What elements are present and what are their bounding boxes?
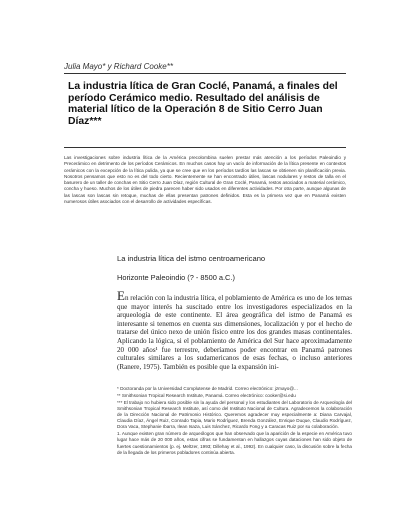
subsection-heading: Horizonte Paleoindio (? - 8500 a.C.)	[117, 273, 235, 282]
footnote: *** El trabajo no hubiera sido posible sin la ayuda del personal y los estudiantes del Laboratorio de Arqueología del Smithsonian Tropical Research Institute, así como del Instituto Nacional de Cultura. Agradecemos la colaboración de la Dirección Nacional de Patrimonio Histórico. Queremos agradecer muy especialmente a: Diana Carvajal, Claudia Díaz, Ángel Ruiz, Conrado Tapia, Mario Rodríguez, Brenda González, Enrique Duque, Claudio Rodríguez, Dora Vaca, Stephanie Ibarra, Ilean Isaza, Luis Sánchez, Ricardo Fong y a Caracas Ruiz por su colaboración.	[117, 399, 352, 430]
header-rule	[64, 73, 346, 74]
body-text: n relación con la industria lítica, el poblamiento de América es uno de los temas que mayor interés ha suscitado entre los investigadores especializados en la arqueología de este continente. El área geográfica del istmo de Panamá es interesante si tenemos en cuenta sus dimensiones, localización y por el hecho de tratarse del único nexo de unión físico entre los dos grandes masas continentales. Aplicando la lógica, si el poblamiento de América del Sur hace aproximadamente 20 000 años¹ fue terrestre, deberíamos poder encontrar en Panamá patrones culturales similares a los sudamericanos de esas fechas, o incluso anteriores (Ranere, 1975). También es posible que la expansión ini-	[117, 294, 352, 371]
footnotes	[117, 386, 352, 457]
abstract: Las investigaciones sobre industria lítica de la América precolombina suelen prestar más atención a los períodos Paleoindio y Precerámico en detrimento de los períodos Cerámicos. En muchos casos hay un vacío de información de la lítica presente en contextos cerámicos con la excepción de la lítica pulida, ya que se cree que en los períodos tardíos las lascas se obtienen sin planificación previa. Nosotros pensamos que esto no es del todo cierto. Recientemente se han encontrado útiles, lascas nodulares y restos de talla en el basurero de un taller de conchas en Sitio Cerro Juan Díaz, región Cultural de Gran Coclé, Panamá, restos asociados a material cerámico, concha y hueso. Muchos de los útiles de piedra parecen haber sido usados en diferentes actividades. Por otra parte, aunque algunas de las lascas son lascas sin retoque, muchas de ellas presentan patrones definidos. Esta es la primera vez que en Panamá existen numerosos útiles asociados con el desarrollo de actividades específicas.	[64, 155, 346, 205]
article-title: La industria lítica de Gran Coclé, Panamá, a finales del período Cerámico medio. Resultado del análisis de material lítico de la Operación 8 de Sitio Cerro Juan Díaz***	[68, 81, 338, 127]
section-heading: La industria lítica del istmo centroamericano	[117, 254, 266, 263]
title-rule	[64, 147, 346, 148]
drop-cap: E	[117, 288, 125, 303]
authors-line: Julia Mayo* y Richard Cooke**	[64, 62, 173, 71]
body-paragraph	[117, 288, 352, 371]
footnote: * Doctoranda por la Universidad Complutense de Madrid. Correo electrónico: jzmayo@...	[117, 386, 298, 391]
footnote: 1. Aunque existen gran número de arqueólogos que han observado que la aparición de la especie en América tuvo lugar hace más de 20 000 años, estas cifras se fundamentan en hallazgos cuyas dataciones han sido objeto de fuertes cuestionamientos (p. ej. Meltzer, 1993; Dillehay et al., 1992). En cualquier caso, la discusión sobre la fecha de la llegada de los primeros pobladores continúa abierta.	[117, 431, 352, 455]
footnote: ** Smithsonian Tropical Research Institute, Panamá. Correo electrónico: cooker@si.edu	[117, 392, 296, 398]
